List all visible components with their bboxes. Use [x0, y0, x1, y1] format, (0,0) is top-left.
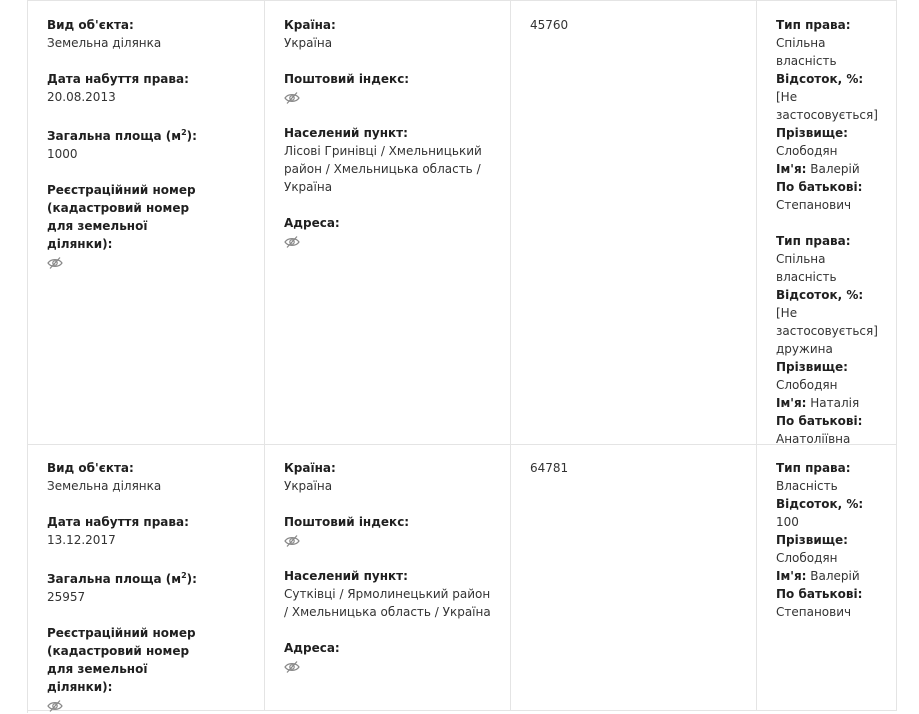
right-type-label: Тип права: — [776, 234, 851, 248]
first-name-value: Наталія — [810, 396, 860, 410]
owner-entry — [776, 16, 888, 214]
eye-off-icon[interactable] — [47, 256, 63, 270]
patronymic-label: По батькові: — [776, 414, 863, 428]
first-name-label: Ім'я: — [776, 569, 807, 583]
first-name-value: Валерій — [810, 569, 860, 583]
eye-off-icon[interactable] — [284, 235, 300, 249]
right-type-value: Власність — [776, 479, 838, 493]
settlement-label: Населений пункт: — [284, 569, 408, 583]
eye-off-icon[interactable] — [47, 699, 63, 713]
patronymic-value: Степанович — [776, 605, 852, 619]
patronymic-label: По батькові: — [776, 180, 863, 194]
share-label: Відсоток, %: — [776, 497, 864, 511]
right-type-value: Спільна власність — [776, 36, 837, 68]
owner-relation: дружина — [776, 342, 833, 356]
owner-entry — [776, 459, 888, 621]
acquisition-date-label: Дата набуття права: — [47, 72, 189, 86]
acquisition-date-value: 20.08.2013 — [47, 90, 116, 104]
country-label: Країна: — [284, 18, 336, 32]
surname-label: Прізвище: — [776, 533, 848, 547]
object-info-cell — [28, 1, 265, 444]
object-info-cell — [28, 444, 265, 710]
patronymic-label: По батькові: — [776, 587, 863, 601]
share-label: Відсоток, %: — [776, 72, 864, 86]
right-type-label: Тип права: — [776, 18, 851, 32]
total-area-value: 1000 — [47, 147, 78, 161]
settlement-value: Сутківці / Ярмолинецький район / Хмельницька область / Україна — [284, 587, 491, 619]
country-value: Україна — [284, 36, 333, 50]
reg-number-label: Реєстраційний номер (кадастровий номер для земельної ділянки): — [47, 626, 196, 694]
table-row — [28, 0, 897, 445]
settlement-label: Населений пункт: — [284, 126, 408, 140]
eye-off-icon[interactable] — [284, 660, 300, 674]
total-area-label: Загальна площа $(м^2)$: — [47, 571, 197, 586]
first-name-label: Ім'я: — [776, 396, 807, 410]
total-area-label: Загальна площа $(м^2)$: — [47, 128, 197, 143]
object-type-value: Земельна ділянка — [47, 36, 162, 50]
owners-cell — [757, 444, 897, 710]
country-label: Країна: — [284, 461, 336, 475]
location-cell — [265, 444, 511, 710]
object-type-value: Земельна ділянка — [47, 479, 162, 493]
table-row — [28, 444, 897, 711]
first-name-value: Валерій — [810, 162, 860, 176]
country-value: Україна — [284, 479, 333, 493]
object-type-label: Вид об'єкта: — [47, 18, 134, 32]
first-name-label: Ім'я: — [776, 162, 807, 176]
right-type-label: Тип права: — [776, 461, 851, 475]
address-label: Адреса: — [284, 216, 340, 230]
eye-off-icon[interactable] — [284, 91, 300, 105]
owners-cell — [757, 1, 897, 444]
postal-code-label: Поштовий індекс: — [284, 515, 410, 529]
surname-value: Слободян — [776, 144, 838, 158]
postal-code-label: Поштовий індекс: — [284, 72, 410, 86]
surname-value: Слободян — [776, 378, 838, 392]
share-label: Відсоток, %: — [776, 288, 864, 302]
surname-label: Прізвище: — [776, 360, 848, 374]
share-value: [Не застосовується] — [776, 90, 878, 122]
acquisition-date-label: Дата набуття права: — [47, 515, 189, 529]
surname-value: Слободян — [776, 551, 838, 565]
property-table — [27, 0, 897, 713]
owner-entry — [776, 232, 888, 448]
patronymic-value: Степанович — [776, 198, 852, 212]
surname-label: Прізвище: — [776, 126, 848, 140]
right-type-value: Спільна власність — [776, 252, 837, 284]
patronymic-value: Анатоліївна — [776, 432, 851, 446]
reg-number-label: Реєстраційний номер (кадастровий номер для земельної ділянки): — [47, 183, 196, 251]
share-value: [Не застосовується] — [776, 306, 878, 338]
location-cell — [265, 1, 511, 444]
value-amount: 64781 — [530, 461, 569, 475]
acquisition-date-value: 13.12.2017 — [47, 533, 116, 547]
value-amount: 45760 — [530, 18, 569, 32]
object-type-label: Вид об'єкта: — [47, 461, 134, 475]
share-value: 100 — [776, 515, 799, 529]
total-area-value: 25957 — [47, 590, 86, 604]
value-cell — [511, 1, 757, 444]
settlement-value: Лісові Гринівці / Хмельницький район / Хмельницька область / Україна — [284, 144, 482, 194]
eye-off-icon[interactable] — [284, 534, 300, 548]
value-cell — [511, 444, 757, 710]
address-label: Адреса: — [284, 641, 340, 655]
